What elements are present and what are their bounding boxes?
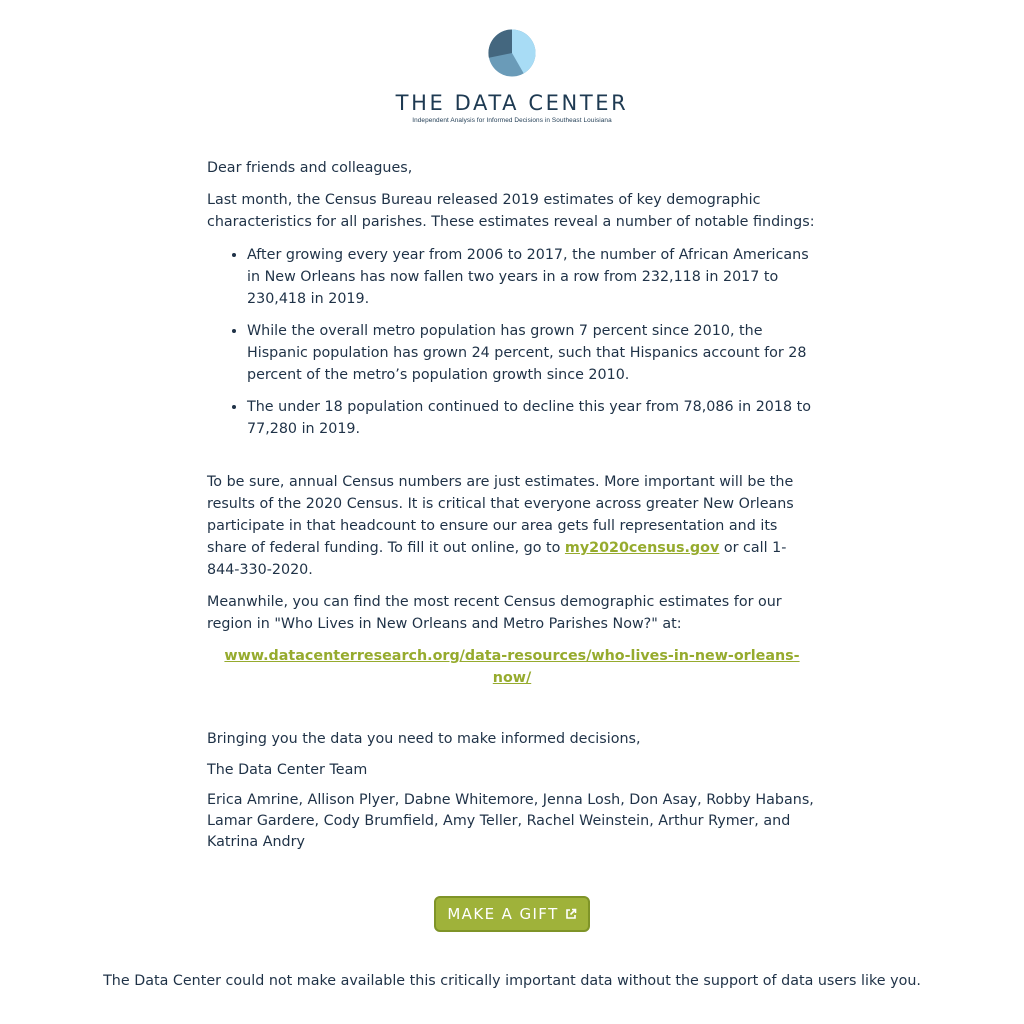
list-item: • The under 18 population continued to decline this year from 78,086 in 2018 to 77,280 in 2019. xyxy=(247,396,817,440)
external-link-icon xyxy=(565,908,577,920)
census-link[interactable]: my2020census.gov xyxy=(564,540,720,556)
list-item: • While the overall metro population has grown 7 percent since 2010, the Hispanic population has grown 24 percent, such that Hispanics account for 28 percent of the metro’s population growth since 2010. xyxy=(247,320,817,386)
meanwhile-paragraph: Meanwhile, you can find the most recent Census demographic estimates for our region in "Who Lives in New Orleans and Metro Parishes Now?" at: xyxy=(207,594,782,632)
census-text-after: or call 1-844-330-2020. xyxy=(207,540,787,578)
intro-paragraph: Last month, the Census Bureau released 2019 estimates of key demographic characteristics for all parishes. These estimates reveal a number of notable findings: xyxy=(207,192,815,230)
pie-chart-logo-icon xyxy=(488,29,536,77)
support-note: The Data Center could not make available this critically important data without the support of data users like you. xyxy=(103,973,921,989)
closing-line: Bringing you the data you need to make informed decisions, xyxy=(207,731,641,747)
resource-link-paragraph xyxy=(207,645,817,689)
logo-tagline: Independent Analysis for Informed Decisions in Southeast Louisiana xyxy=(412,117,612,124)
greeting: Dear friends and colleagues, xyxy=(207,160,413,176)
census-paragraph xyxy=(207,471,817,581)
gift-section xyxy=(0,896,1024,932)
list-item: • After growing every year from 2006 to 2017, the number of African Americans in New Orleans has now fallen two years in a row from 232,118 in 2017 to 230,418 in 2019. xyxy=(247,244,817,310)
team-names: Erica Amrine, Allison Plyer, Dabne Whitemore, Jenna Losh, Don Asay, Robby Habans, Lamar Gardere, Cody Brumfield, Amy Teller, Rachel Weinstein, Arthur Rymer, and Katrina Andry xyxy=(207,792,814,850)
resource-link[interactable]: www.datacenterresearch.org/data-resources/who-lives-in-new-orleans-now/ xyxy=(224,648,800,686)
make-a-gift-label: MAKE A GIFT xyxy=(447,905,559,923)
findings-list xyxy=(207,244,817,440)
header-logo xyxy=(0,29,1024,125)
census-text-before: To be sure, annual Census numbers are just estimates. More important will be the results of the 2020 Census. It is critical that everyone across greater New Orleans participate in that headcount to ensure our area gets full representation and its share of federal funding. To fill it out online, go to xyxy=(207,474,794,556)
team-signature: The Data Center Team xyxy=(207,762,368,778)
make-a-gift-button[interactable] xyxy=(434,896,590,932)
letter-body xyxy=(207,157,817,853)
logo-title: THE DATA CENTER xyxy=(395,91,629,115)
